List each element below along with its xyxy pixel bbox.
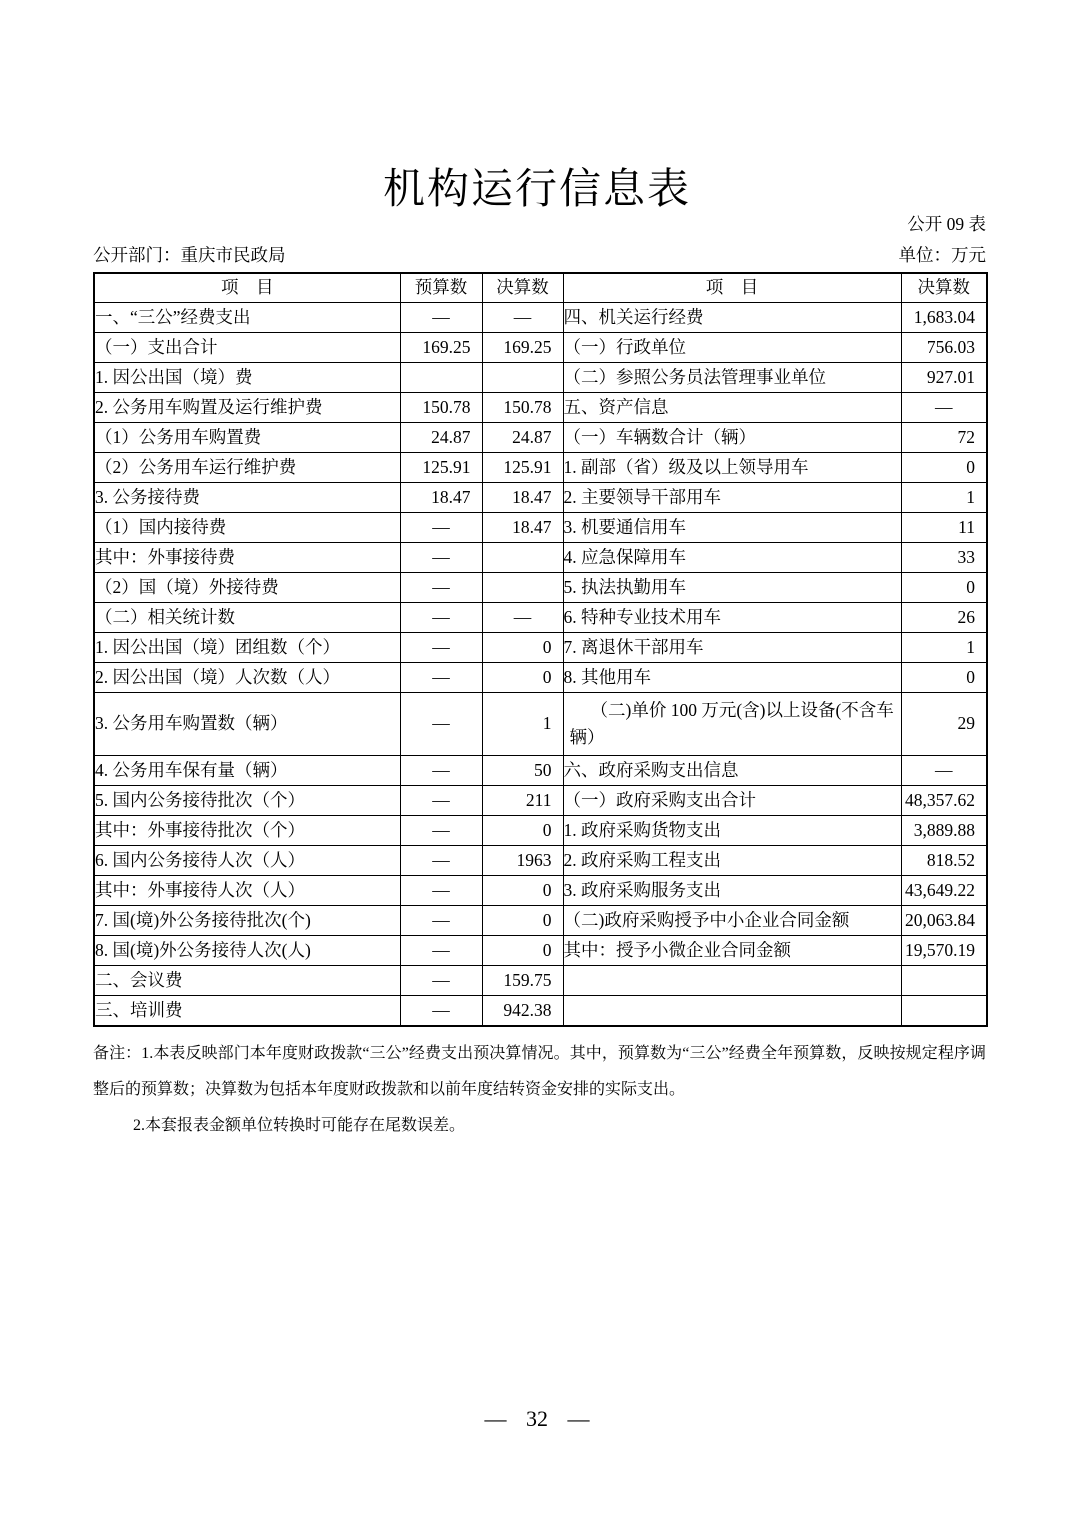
final-value-cell-right: 29 xyxy=(901,693,987,756)
item-cell-right: （二)政府采购授予中小企业合同金额 xyxy=(563,906,901,936)
item-cell-right: （一）车辆数合计（辆） xyxy=(563,423,901,453)
final-value-cell-right: 3,889.88 xyxy=(901,816,987,846)
budget-value-cell: 125.91 xyxy=(400,453,482,483)
budget-value-cell: — xyxy=(400,906,482,936)
item-cell-right xyxy=(563,966,901,996)
final-value-cell-right: 0 xyxy=(901,453,987,483)
item-cell-left: 6. 国内公务接待人次（人） xyxy=(94,846,400,876)
item-cell-left: 其中：外事接待批次（个） xyxy=(94,816,400,846)
table-row xyxy=(94,423,987,453)
table-row xyxy=(94,663,987,693)
item-cell-left: （2）国（境）外接待费 xyxy=(94,573,400,603)
item-cell-left: 5. 国内公务接待批次（个） xyxy=(94,786,400,816)
budget-value-cell: 169.25 xyxy=(400,333,482,363)
table-row xyxy=(94,693,987,756)
item-cell-right: （一）行政单位 xyxy=(563,333,901,363)
final-value-cell-right: 1 xyxy=(901,633,987,663)
table-row xyxy=(94,633,987,663)
budget-value-cell: — xyxy=(400,936,482,966)
final-value-cell-left: 942.38 xyxy=(482,996,563,1027)
final-value-cell-left xyxy=(482,543,563,573)
final-value-cell-left xyxy=(482,573,563,603)
final-value-cell-right: 818.52 xyxy=(901,846,987,876)
item-cell-left: 其中：外事接待费 xyxy=(94,543,400,573)
table-body xyxy=(94,303,987,1027)
final-value-cell-left: 0 xyxy=(482,936,563,966)
budget-value-cell: — xyxy=(400,756,482,786)
item-cell-right: （二）参照公务员法管理事业单位 xyxy=(563,363,901,393)
budget-value-cell: 24.87 xyxy=(400,423,482,453)
final-value-cell-left: 1963 xyxy=(482,846,563,876)
final-value-cell-left: 0 xyxy=(482,816,563,846)
item-cell-right: 6. 特种专业技术用车 xyxy=(563,603,901,633)
budget-value-cell: 150.78 xyxy=(400,393,482,423)
final-value-cell-left: 0 xyxy=(482,633,563,663)
item-cell-left: 3. 公务接待费 xyxy=(94,483,400,513)
final-value-cell-left: 18.47 xyxy=(482,513,563,543)
table-row xyxy=(94,363,987,393)
table-row xyxy=(94,816,987,846)
budget-value-cell: — xyxy=(400,513,482,543)
item-cell-left: 1. 因公出国（境）团组数（个） xyxy=(94,633,400,663)
final-value-cell-left: 169.25 xyxy=(482,333,563,363)
page-number: — 32 — xyxy=(484,1406,590,1431)
col-header-final-right: 决算数 xyxy=(901,273,987,303)
col-header-item-left: 项 目 xyxy=(94,273,400,303)
item-cell-right xyxy=(563,996,901,1027)
item-cell-right: 四、机关运行经费 xyxy=(563,303,901,333)
notes xyxy=(93,1036,986,1144)
final-value-cell-right: 33 xyxy=(901,543,987,573)
item-cell-left: （一）支出合计 xyxy=(94,333,400,363)
budget-value-cell: — xyxy=(400,786,482,816)
department-label: 公开部门：重庆市民政局 xyxy=(93,245,286,265)
item-cell-right: 2. 政府采购工程支出 xyxy=(563,846,901,876)
final-value-cell-left: 211 xyxy=(482,786,563,816)
final-value-cell-right: 26 xyxy=(901,603,987,633)
final-value-cell-left: 24.87 xyxy=(482,423,563,453)
final-value-cell-left: 150.78 xyxy=(482,393,563,423)
final-value-cell-left: 0 xyxy=(482,906,563,936)
item-cell-left: （2）公务用车运行维护费 xyxy=(94,453,400,483)
item-cell-right: 4. 应急保障用车 xyxy=(563,543,901,573)
final-value-cell-left: 0 xyxy=(482,876,563,906)
final-value-cell-right: 43,649.22 xyxy=(901,876,987,906)
item-cell-left: （二）相关统计数 xyxy=(94,603,400,633)
final-value-cell-right: 0 xyxy=(901,573,987,603)
item-cell-left: （1）公务用车购置费 xyxy=(94,423,400,453)
table-row xyxy=(94,786,987,816)
table-row xyxy=(94,936,987,966)
final-value-cell-left: 18.47 xyxy=(482,483,563,513)
final-value-cell-left: 50 xyxy=(482,756,563,786)
budget-value-cell: — xyxy=(400,303,482,333)
final-value-cell-right xyxy=(901,966,987,996)
item-cell-right: 1. 副部（省）级及以上领导用车 xyxy=(563,453,901,483)
final-value-cell-right: 1,683.04 xyxy=(901,303,987,333)
final-value-cell-left: — xyxy=(482,303,563,333)
final-value-cell-right: 48,357.62 xyxy=(901,786,987,816)
operation-info-table xyxy=(93,272,988,1027)
table-row xyxy=(94,876,987,906)
budget-value-cell: — xyxy=(400,633,482,663)
note-line: 2.本套报表金额单位转换时可能存在尾数误差。 xyxy=(133,1117,466,1134)
item-cell-right: 2. 主要领导干部用车 xyxy=(563,483,901,513)
table-row xyxy=(94,483,987,513)
table-header-row xyxy=(94,273,987,303)
final-value-cell-right: 927.01 xyxy=(901,363,987,393)
budget-value-cell: — xyxy=(400,693,482,756)
final-value-cell-right: 0 xyxy=(901,663,987,693)
table-row xyxy=(94,453,987,483)
final-value-cell-left: 0 xyxy=(482,663,563,693)
budget-value-cell: — xyxy=(400,846,482,876)
final-value-cell-right: 72 xyxy=(901,423,987,453)
table-row xyxy=(94,513,987,543)
table-row xyxy=(94,966,987,996)
item-cell-right: 1. 政府采购货物支出 xyxy=(563,816,901,846)
item-cell-right: 六、政府采购支出信息 xyxy=(563,756,901,786)
final-value-cell-right: — xyxy=(901,756,987,786)
item-cell-right: 其中：授予小微企业合同金额 xyxy=(563,936,901,966)
item-cell-left: 2. 公务用车购置及运行维护费 xyxy=(94,393,400,423)
item-cell-left: 3. 公务用车购置数（辆） xyxy=(94,693,400,756)
table-row xyxy=(94,996,987,1027)
item-cell-right: 五、资产信息 xyxy=(563,393,901,423)
budget-value-cell: — xyxy=(400,603,482,633)
col-header-final-left: 决算数 xyxy=(482,273,563,303)
form-code: 公开 09 表 xyxy=(907,214,986,234)
table-row xyxy=(94,543,987,573)
budget-value-cell: — xyxy=(400,543,482,573)
budget-value-cell: — xyxy=(400,876,482,906)
final-value-cell-left: 125.91 xyxy=(482,453,563,483)
meta-row xyxy=(93,242,986,267)
budget-value-cell: 18.47 xyxy=(400,483,482,513)
budget-value-cell: — xyxy=(400,966,482,996)
item-cell-left: 4. 公务用车保有量（辆） xyxy=(94,756,400,786)
final-value-cell-right: — xyxy=(901,393,987,423)
item-cell-right: 5. 执法执勤用车 xyxy=(563,573,901,603)
col-header-item-right: 项 目 xyxy=(563,273,901,303)
item-cell-left: 三、培训费 xyxy=(94,996,400,1027)
item-cell-left: 2. 因公出国（境）人次数（人） xyxy=(94,663,400,693)
item-cell-left: 7. 国(境)外公务接待批次(个) xyxy=(94,906,400,936)
note-line: 备注：1.本表反映部门本年度财政拨款“三公”经费支出预决算情况。其中，预算数为“三公”经费全年预算数，反映按规定程序调整后的预算数；决算数为包括本年度财政拨款和以前年度结转资金安排的实际支出。 xyxy=(93,1045,986,1098)
final-value-cell-left: 1 xyxy=(482,693,563,756)
item-cell-right: 3. 机要通信用车 xyxy=(563,513,901,543)
page-title: 机构运行信息表 xyxy=(382,167,691,213)
final-value-cell-right xyxy=(901,996,987,1027)
item-cell-left: 二、会议费 xyxy=(94,966,400,996)
final-value-cell-right: 756.03 xyxy=(901,333,987,363)
budget-value-cell: — xyxy=(400,816,482,846)
item-cell-right: 7. 离退休干部用车 xyxy=(563,633,901,663)
item-cell-right: 8. 其他用车 xyxy=(563,663,901,693)
table-row xyxy=(94,756,987,786)
final-value-cell-left: — xyxy=(482,603,563,633)
budget-value-cell: — xyxy=(400,996,482,1027)
table-row xyxy=(94,573,987,603)
budget-value-cell: — xyxy=(400,663,482,693)
item-cell-left: 一、“三公”经费支出 xyxy=(94,303,400,333)
unit-label: 单位：万元 xyxy=(898,245,986,265)
item-cell-left: 8. 国(境)外公务接待人次(人) xyxy=(94,936,400,966)
budget-value-cell xyxy=(400,363,482,393)
item-cell-right: （二)单价 100 万元(含)以上设备(不含车辆） xyxy=(563,693,901,756)
table-row xyxy=(94,846,987,876)
final-value-cell-right: 19,570.19 xyxy=(901,936,987,966)
item-cell-left: 1. 因公出国（境）费 xyxy=(94,363,400,393)
budget-value-cell: — xyxy=(400,573,482,603)
table-row xyxy=(94,393,987,423)
final-value-cell-right: 20,063.84 xyxy=(901,906,987,936)
final-value-cell-right: 1 xyxy=(901,483,987,513)
item-cell-left: 其中：外事接待人次（人） xyxy=(94,876,400,906)
table-row xyxy=(94,333,987,363)
final-value-cell-right: 11 xyxy=(901,513,987,543)
table-row xyxy=(94,906,987,936)
col-header-budget: 预算数 xyxy=(400,273,482,303)
item-cell-right: （一）政府采购支出合计 xyxy=(563,786,901,816)
final-value-cell-left xyxy=(482,363,563,393)
item-cell-left: （1）国内接待费 xyxy=(94,513,400,543)
item-cell-right: 3. 政府采购服务支出 xyxy=(563,876,901,906)
table-row xyxy=(94,603,987,633)
table-row xyxy=(94,303,987,333)
final-value-cell-left: 159.75 xyxy=(482,966,563,996)
